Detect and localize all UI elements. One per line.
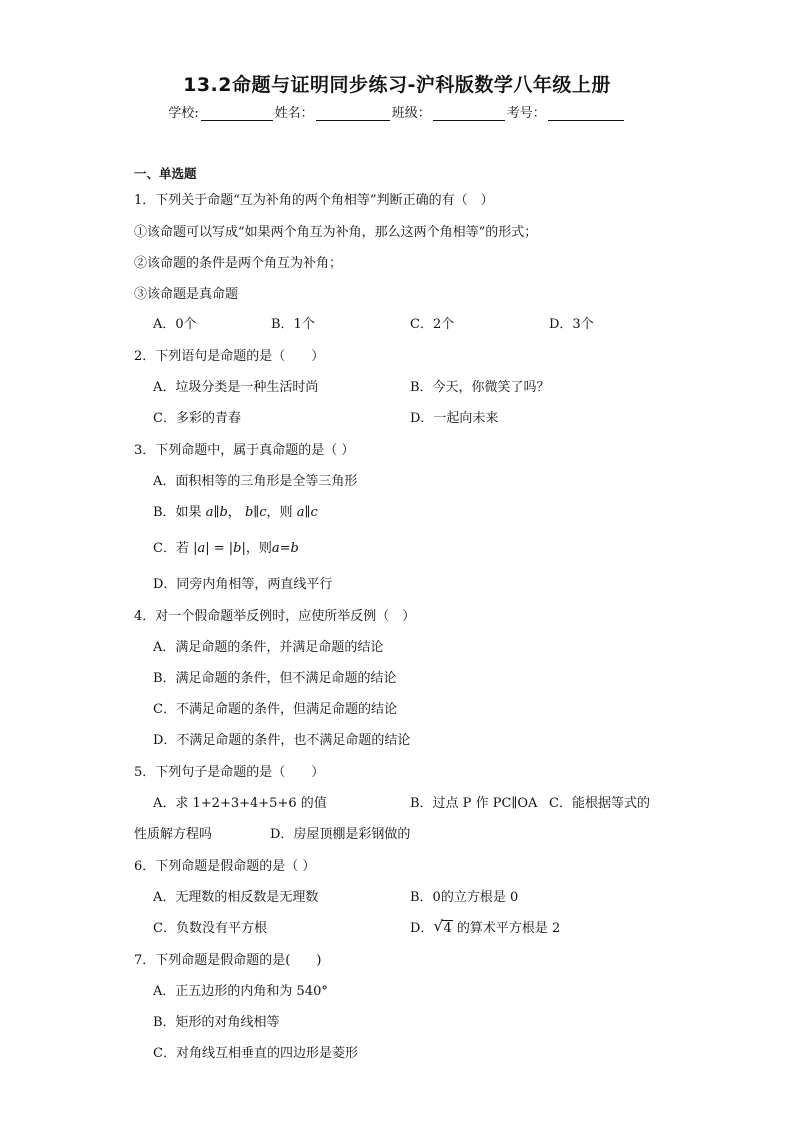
q5-option-a[interactable]: A．求 1+2+3+4+5+6 的值 xyxy=(153,796,327,811)
q3-option-d[interactable]: D．同旁内角相等，两直线平行 xyxy=(153,577,333,592)
q3-b-expr-1: a∥b xyxy=(205,505,228,520)
q1-option-b[interactable]: B．1个 xyxy=(271,317,315,332)
class-blank[interactable] xyxy=(433,106,505,121)
q4-option-c[interactable]: C．不满足命题的条件，但满足命题的结论 xyxy=(153,702,397,717)
q1-option-a[interactable]: A．0个 xyxy=(153,317,197,332)
q5-option-d[interactable]: D．房屋顶棚是彩钢做的 xyxy=(270,827,411,842)
q3-c-prefix: C．若 xyxy=(153,541,189,556)
q4-option-a[interactable]: A．满足命题的条件，并满足命题的结论 xyxy=(153,640,384,655)
q3-b-mid: ，则 xyxy=(266,505,293,520)
q4-option-d[interactable]: D．不满足命题的条件，也不满足命题的结论 xyxy=(153,733,411,748)
q3-b-expr-3: a∥c xyxy=(296,505,318,520)
q6-d-suffix: 的算术平方根是 2 xyxy=(456,921,561,936)
q1-option-c[interactable]: C．2个 xyxy=(410,317,455,332)
q5-option-c[interactable]: C．能根据等式的 xyxy=(549,796,650,811)
square-root-icon: √ 4 xyxy=(433,917,452,936)
section-heading: 一、单选题 xyxy=(134,166,197,181)
q4-option-b[interactable]: B．满足命题的条件，但不满足命题的结论 xyxy=(153,671,397,686)
q2-option-c[interactable]: C．多彩的青春 xyxy=(153,411,241,426)
page-title: 13.2命题与证明同步练习-沪科版数学八年级上册 xyxy=(183,74,611,96)
q7-option-c[interactable]: C．对角线互相垂直的四边形是菱形 xyxy=(153,1046,358,1061)
q3-option-a[interactable]: A．面积相等的三角形是全等三角形 xyxy=(153,474,358,489)
q1-option-d[interactable]: D．3个 xyxy=(549,317,594,332)
q2-option-b[interactable]: B．今天，你微笑了吗？ xyxy=(410,380,550,395)
student-info-line xyxy=(0,102,794,121)
q6-stem: 6．下列命题是假命题的是（ ） xyxy=(134,859,316,874)
q5-stem: 5．下列句子是命题的是（ ） xyxy=(134,765,325,780)
q6-option-a[interactable]: A．无理数的相反数是无理数 xyxy=(153,890,319,905)
exam-no-blank[interactable] xyxy=(548,106,624,121)
q3-option-b[interactable] xyxy=(153,504,318,522)
class-label: 班级： xyxy=(391,106,431,121)
q2-stem: 2．下列语句是命题的是（ ） xyxy=(134,349,325,364)
q3-option-c[interactable] xyxy=(153,540,299,558)
q1-statement-2: ②该命题的条件是两个角互为补角； xyxy=(134,256,343,271)
q3-c-expr-2: a=b xyxy=(271,541,299,556)
q4-stem: 4．对一个假命题举反例时，应使所举反例（ ） xyxy=(134,609,416,624)
q6-option-c[interactable]: C．负数没有平方根 xyxy=(153,921,267,936)
q2-option-d[interactable]: D．一起向未来 xyxy=(410,411,499,426)
q1-statement-3: ③该命题是真命题 xyxy=(134,287,239,302)
q3-c-expr: |a| = |b| xyxy=(193,541,246,556)
name-label: 姓名： xyxy=(274,106,314,121)
q3-b-sep: ， xyxy=(227,505,241,520)
q1-statement-1: ①该命题可以写成“如果两个角互为补角，那么这两个角相等”的形式； xyxy=(134,225,538,240)
q5-option-c-continued: 性质解方程吗 xyxy=(134,827,213,842)
name-blank[interactable] xyxy=(316,106,390,121)
q6-option-d[interactable] xyxy=(410,917,561,938)
school-blank[interactable] xyxy=(201,106,273,121)
q2-option-a[interactable]: A．垃圾分类是一种生活时尚 xyxy=(153,380,319,395)
q3-c-mid: ，则 xyxy=(245,541,272,556)
school-label: 学校: xyxy=(168,106,199,121)
q7-option-a[interactable]: A．正五边形的内角和为 540° xyxy=(153,984,328,999)
q5-option-b[interactable]: B．过点 P 作 PC∥OA xyxy=(410,796,538,811)
q6-d-radicand: 4 xyxy=(443,921,452,936)
exam-no-label: 考号： xyxy=(506,106,546,121)
q6-option-b[interactable]: B．0的立方根是 0 xyxy=(410,890,519,905)
q6-d-prefix: D． xyxy=(410,921,434,936)
q1-stem: 1．下列关于命题“互为补角的两个角相等”判断正确的有（ ） xyxy=(134,193,494,208)
q7-option-b[interactable]: B．矩形的对角线相等 xyxy=(153,1015,280,1030)
q7-stem: 7．下列命题是假命题的是( ) xyxy=(134,953,322,968)
q3-stem: 3．下列命题中，属于真命题的是（ ） xyxy=(134,443,355,458)
q3-b-expr-2: b∥c xyxy=(244,505,267,520)
q3-b-prefix: B．如果 xyxy=(153,505,202,520)
